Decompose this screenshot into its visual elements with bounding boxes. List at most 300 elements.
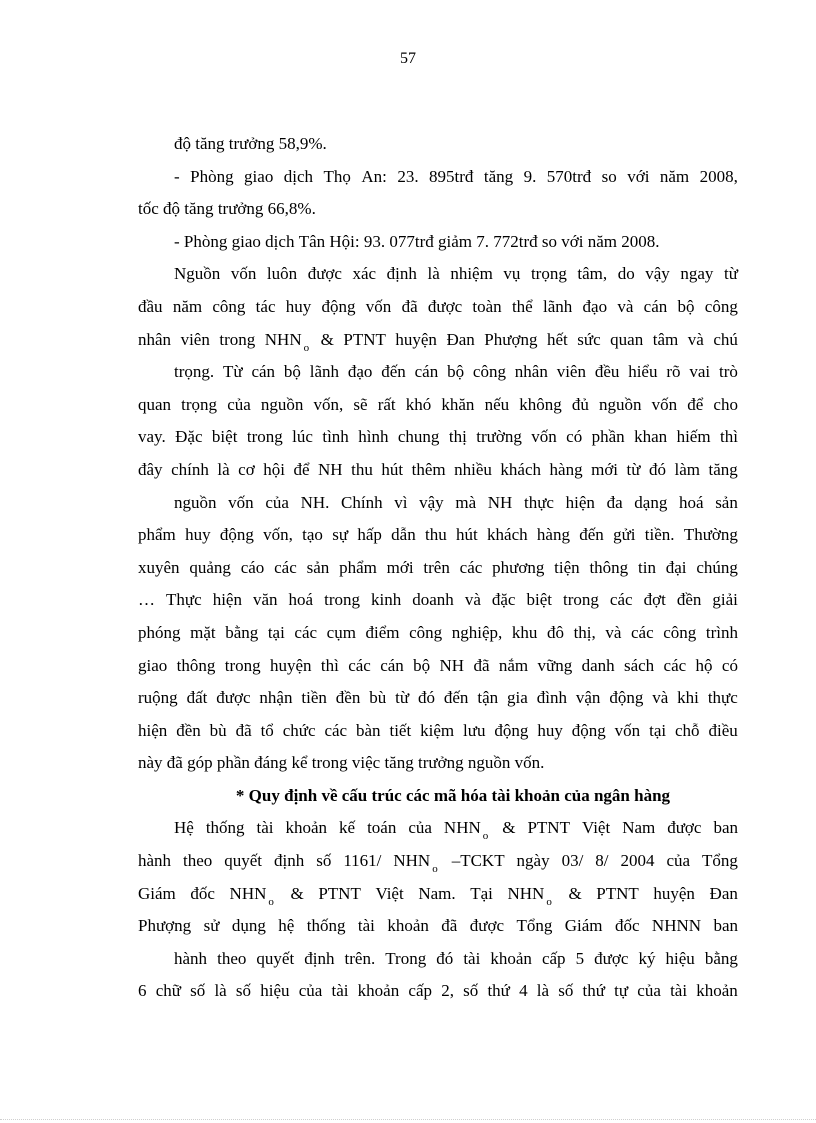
word: động [494, 720, 529, 740]
word: quyết [256, 948, 295, 968]
word: là [427, 264, 440, 284]
word: nắm [498, 655, 529, 675]
word: Tổng [516, 916, 553, 936]
word: tăng [384, 753, 418, 773]
word: giao [244, 166, 274, 186]
word: Nam. [418, 883, 456, 903]
word: các [274, 557, 297, 577]
word: để [293, 459, 310, 479]
word: bộ [283, 362, 301, 382]
word: tài [256, 818, 274, 838]
word: đã [166, 753, 188, 773]
word: rất [377, 394, 396, 414]
word: sản [715, 492, 738, 512]
word: chung [397, 427, 440, 447]
text-line [138, 586, 738, 619]
word: tác [255, 296, 276, 316]
word: năm [659, 166, 690, 186]
word: huyện [653, 883, 695, 903]
word: 570trđ [546, 166, 592, 186]
word: ngay [680, 264, 714, 284]
word: huyện [269, 655, 312, 675]
word: định [386, 264, 417, 284]
word: đã [401, 296, 418, 316]
subscript: o [303, 341, 310, 354]
word: thì [720, 427, 738, 447]
word: hết [546, 329, 568, 349]
word: NHN $_o$ [264, 329, 310, 354]
word: NH. [300, 492, 330, 512]
word: cụm [326, 622, 356, 642]
word: là [214, 981, 227, 1001]
text-line [138, 358, 738, 391]
word: đến [381, 362, 406, 382]
word: hội [263, 459, 285, 479]
word: bàn [356, 720, 381, 740]
word: Việt [375, 883, 404, 903]
word: thêm [411, 459, 446, 479]
word: Tổng [702, 851, 738, 871]
word: 66,8%. [267, 199, 316, 219]
word: chức [282, 720, 316, 740]
word: sức [577, 329, 601, 349]
word: NHN $_o$ [393, 851, 438, 876]
word: số [190, 981, 206, 1001]
word: hàng [549, 459, 583, 479]
text-line [138, 880, 738, 913]
word: vì [394, 492, 408, 512]
text-line [138, 293, 738, 326]
word: khoản [696, 981, 738, 1001]
word: nhiều [454, 459, 492, 479]
word: đốc [190, 883, 215, 903]
word: theo [217, 948, 247, 968]
subscript: o [432, 863, 438, 876]
word: cấu [341, 785, 372, 805]
word: điểm [365, 622, 400, 642]
word: - [174, 231, 184, 251]
word: giao [231, 231, 266, 251]
word: và [617, 296, 634, 316]
text-line [138, 326, 738, 359]
word: vốn [365, 296, 392, 316]
word: khi [677, 688, 699, 708]
word: hiểu [628, 362, 658, 382]
word: ban [713, 818, 738, 838]
text-line [138, 945, 738, 978]
word: đất [186, 688, 208, 708]
section-heading [138, 782, 738, 815]
word: có [721, 655, 738, 675]
word: và [687, 329, 704, 349]
word: điều [708, 720, 738, 740]
word: khoản [357, 981, 400, 1001]
word: vai [689, 362, 711, 382]
word: vốn [614, 720, 641, 740]
word: động [321, 296, 356, 316]
word: 7. [476, 231, 494, 251]
word: hàng [634, 785, 671, 805]
word: An: [361, 166, 387, 186]
word: bộ [677, 296, 695, 316]
word: phẩm [138, 525, 176, 545]
subscript: o [268, 895, 274, 908]
word: của [666, 851, 691, 871]
word: ban [713, 916, 738, 936]
word: tốc [138, 199, 164, 219]
word: vậy [645, 264, 670, 284]
word: các [459, 557, 483, 577]
word: xuyên [138, 557, 180, 577]
word: mã [433, 785, 461, 805]
word: mới [386, 557, 414, 577]
word: của [564, 785, 594, 805]
word: trưởng [217, 199, 268, 219]
word: trò [718, 362, 738, 382]
word: huyện [395, 329, 437, 349]
word: tiện [554, 557, 580, 577]
word: theo [183, 851, 213, 871]
word: Phượng [138, 916, 192, 936]
word: tài [463, 948, 481, 968]
word: từ [395, 688, 410, 708]
word: trong [219, 329, 256, 349]
word: nguồn [467, 753, 515, 773]
word: nhiệm [450, 264, 493, 284]
word: tận [477, 688, 499, 708]
word: sẽ [353, 394, 368, 414]
word: dụng [231, 916, 266, 936]
word: Việt [581, 818, 611, 838]
word: nguồn [260, 394, 304, 414]
word: huy [285, 296, 312, 316]
word: Phòng [183, 231, 232, 251]
word: xác [352, 264, 377, 284]
word: lưu [463, 720, 486, 740]
word: tại [649, 720, 667, 740]
word: Giám [138, 883, 176, 903]
word: động [219, 525, 254, 545]
word: thực [524, 492, 554, 512]
word: nguồn [598, 394, 642, 414]
word: về [321, 785, 342, 805]
word: biệt [211, 427, 238, 447]
word: Trong [385, 948, 427, 968]
word: vận [575, 688, 601, 708]
word: thống [205, 818, 245, 838]
word: nếu [484, 394, 510, 414]
word: khăn [441, 394, 475, 414]
word: lãnh [542, 296, 573, 316]
word: hình [358, 427, 389, 447]
word: NHNN [651, 916, 702, 936]
word: viên [180, 329, 210, 349]
word: thứ [582, 981, 605, 1001]
word: huy [537, 720, 563, 740]
text-line [138, 423, 738, 456]
word: - [174, 166, 180, 186]
word: của [408, 818, 432, 838]
word: bộ [447, 362, 465, 382]
word: do [617, 264, 635, 284]
word: rõ [666, 362, 681, 382]
word: đây [138, 459, 163, 479]
text-line [138, 977, 738, 1010]
word: hoá [288, 590, 314, 610]
word: các [405, 785, 434, 805]
word: biệt [526, 590, 552, 610]
word: tình [322, 427, 349, 447]
word: Từ [222, 362, 243, 382]
word: sách [623, 655, 655, 675]
word: khan [634, 427, 668, 447]
word: sản [306, 557, 330, 577]
word: Thực [166, 590, 202, 610]
word: định [274, 851, 305, 871]
word: quyết [224, 851, 263, 871]
word: nhân [138, 329, 172, 349]
word: tiền [301, 688, 327, 708]
word: Đan [709, 883, 738, 903]
text-line [138, 456, 738, 489]
word: của [298, 981, 323, 1001]
word: 58,9%. [278, 134, 327, 153]
word: hấp [357, 525, 382, 545]
word: cáo [240, 557, 265, 577]
word: tài [331, 981, 349, 1001]
word: 03/ [561, 851, 584, 871]
word: so [541, 231, 562, 251]
word: tăng [708, 459, 738, 479]
word: độ [163, 199, 185, 219]
word: khó [405, 394, 432, 414]
word: tăng [483, 166, 514, 186]
word: viên [556, 362, 586, 382]
word: phương [492, 557, 545, 577]
word: NH [487, 492, 513, 512]
word: vốn, [263, 525, 293, 545]
word: đốc [614, 916, 640, 936]
word: 6 [138, 981, 147, 1001]
word: Đặc [175, 427, 203, 447]
word: tài [491, 785, 515, 805]
word: được [667, 818, 702, 838]
word: trường [476, 427, 522, 447]
subscript: o [482, 830, 489, 843]
page-bottom-border [0, 1119, 816, 1120]
word: hiệu [260, 981, 290, 1001]
word: Thường [683, 525, 738, 545]
word: chính [171, 459, 209, 479]
word: NHN $_o$ [443, 818, 489, 843]
word: 8/ [595, 851, 609, 871]
word: trọng. [174, 362, 215, 382]
word: 2008. [621, 231, 660, 251]
word: Thọ [323, 166, 351, 186]
word: vốn [230, 264, 257, 284]
word: quảng [189, 557, 231, 577]
word: chúng [696, 557, 738, 577]
word: đầu [138, 296, 163, 316]
word: trọng [530, 264, 567, 284]
word: hoá [678, 492, 704, 512]
word: mới [591, 459, 619, 479]
word: phần [216, 753, 255, 773]
word: chú [713, 329, 738, 349]
text-line [138, 489, 738, 522]
word: cán [380, 655, 404, 675]
word: các [609, 590, 633, 610]
word: thì [320, 655, 339, 675]
text-line [138, 619, 738, 652]
word: tự [614, 981, 629, 1001]
word: số [463, 981, 479, 1001]
word: khoản [285, 818, 328, 838]
word: bằng [225, 622, 259, 642]
word: số [558, 981, 574, 1001]
word: NH [318, 459, 343, 479]
word: kiệm [420, 720, 455, 740]
word: nhận [259, 688, 293, 708]
word: hút [381, 459, 404, 479]
word: chữ [155, 981, 181, 1001]
word: đã [441, 916, 458, 936]
page-number: 57 [400, 50, 416, 67]
word: doanh [412, 590, 454, 610]
word: đặc [491, 590, 516, 610]
word: vững [537, 655, 573, 675]
text-line [138, 391, 738, 424]
word: tổ [260, 720, 274, 740]
word: ký [638, 948, 656, 968]
word: động [609, 688, 644, 708]
word: gửi [613, 525, 636, 545]
word: đến [443, 688, 469, 708]
word: kể [291, 753, 312, 773]
text-line [138, 814, 738, 847]
word: 93. [363, 231, 390, 251]
word: các [294, 622, 318, 642]
word: được [307, 264, 342, 284]
word: mà [455, 492, 477, 512]
word: Quy [248, 785, 285, 805]
text-line [138, 652, 738, 685]
word: kinh [371, 590, 402, 610]
word: trong [246, 427, 283, 447]
word: & [290, 883, 304, 903]
text-line [138, 130, 738, 163]
word: động [571, 720, 606, 740]
word: Tại [470, 883, 493, 903]
text-line [138, 521, 738, 554]
word: NHN $_o$ [229, 883, 274, 908]
word: các [348, 655, 371, 675]
word: PTNT [318, 883, 361, 903]
word: là [217, 459, 230, 479]
word: Tân [298, 231, 330, 251]
word: trên [423, 557, 450, 577]
word: hiếm [676, 427, 711, 447]
word: PTNT [596, 883, 639, 903]
word: khách [487, 525, 528, 545]
word: thị [448, 427, 467, 447]
word: trúc [371, 785, 406, 805]
word: công [663, 622, 697, 642]
word: đạo [347, 362, 373, 382]
word: 9. [523, 166, 537, 186]
word: đó [649, 459, 666, 479]
word: tạo [302, 525, 323, 545]
word: nghiệp, [451, 622, 503, 642]
word: từ [626, 459, 641, 479]
word: thu [425, 525, 447, 545]
text-line [138, 260, 738, 293]
word: luôn [266, 264, 298, 284]
word: định [304, 948, 335, 968]
word: NHN $_o$ [507, 883, 552, 908]
word: thống [306, 916, 346, 936]
word: bù [369, 688, 387, 708]
word: hiện [212, 590, 242, 610]
word: hộ [695, 655, 713, 675]
word: đủ [571, 394, 589, 414]
word: các [324, 720, 348, 740]
word: cán [414, 362, 439, 382]
text-line [138, 749, 738, 782]
text-line [138, 554, 738, 587]
word: phóng [138, 622, 181, 642]
word: làm [674, 459, 701, 479]
word: với [627, 166, 650, 186]
word: hiện [565, 492, 595, 512]
word: hàng [536, 525, 570, 545]
text-line [138, 684, 738, 717]
word: Phượng [484, 329, 538, 349]
word: vay. [138, 427, 166, 447]
word: tin [638, 557, 656, 577]
word: vụ [503, 264, 521, 284]
word: cơ [238, 459, 255, 479]
word: 772trđ [493, 231, 542, 251]
word: được [216, 688, 251, 708]
word: trong [224, 655, 261, 675]
word: phần [591, 427, 625, 447]
word: được [469, 916, 505, 936]
word: thứ [487, 981, 510, 1001]
word: đến [579, 525, 604, 545]
word: … [138, 590, 155, 610]
word: cấp [408, 981, 432, 1001]
word: & [502, 818, 516, 838]
word: sự [332, 525, 349, 545]
word: 5 [575, 948, 585, 968]
word: năm [172, 296, 203, 316]
word: trong [563, 590, 599, 610]
document-body [138, 130, 738, 1010]
word: danh [581, 655, 615, 675]
word: * [235, 785, 249, 805]
word: tài [670, 981, 688, 1001]
word: cho [713, 394, 738, 414]
word: và [464, 590, 481, 610]
word: kế [339, 818, 356, 838]
word: Hệ [174, 818, 194, 838]
word: đã [473, 655, 490, 675]
word: thu [351, 459, 373, 479]
word: thể [511, 296, 533, 316]
word: có [566, 427, 583, 447]
word: giao [138, 655, 168, 675]
